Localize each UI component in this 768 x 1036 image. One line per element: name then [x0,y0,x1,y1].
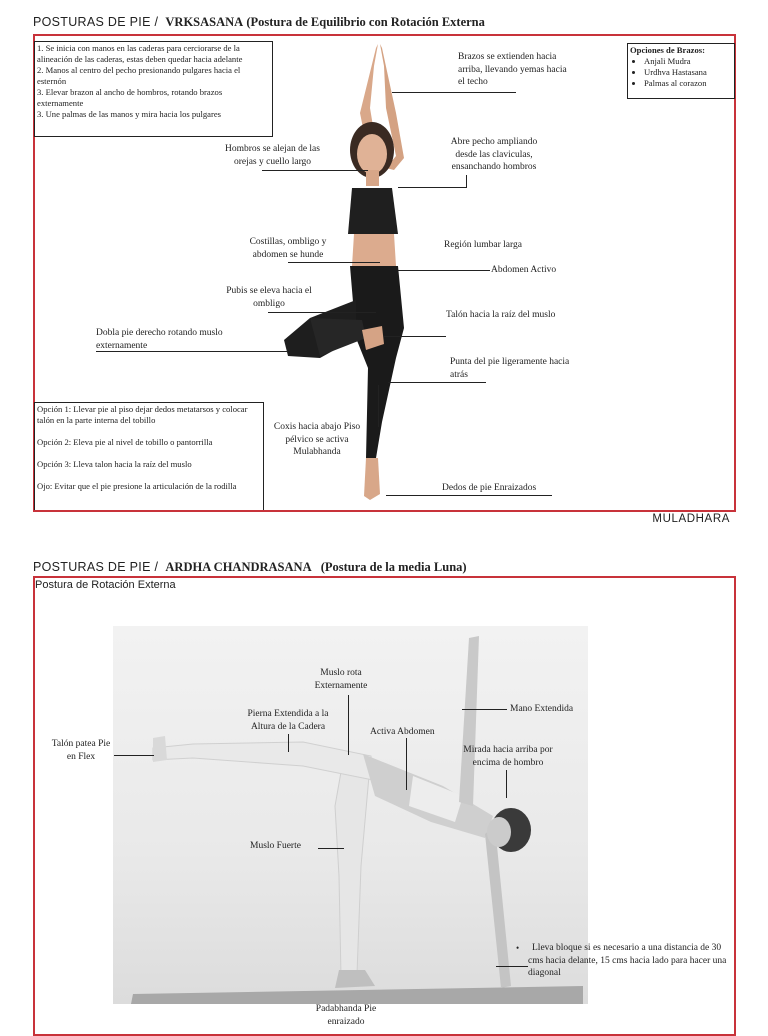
foot-option: Opción 3: Lleva talon hacia la raíz del muslo [37,459,192,469]
section2-category: POSTURAS DE PIE / [33,560,159,574]
pointer-line [348,695,349,755]
label-leg-extended: Pierna Extendida a la Altura de la Cadera [247,709,329,732]
pointer-line [114,755,154,756]
label-shoulders: Hombros se alejan de las orejas y cuello largo [225,144,320,167]
step-4: 3. Une palmas de las manos y mira hacia los pulgares [37,109,221,119]
label-heel-flex: Talón patea Pie en Flex [51,739,111,762]
label-toe-tip: Punta del pie ligeramente hacia atrás [450,357,570,380]
bullet-icon: • [516,943,520,953]
label-lumbar: Región lumbar larga [444,240,522,250]
pointer-line [462,709,507,710]
section2-pose-subtitle: (Postura de la media Luna) [320,560,467,574]
pointer-line [392,92,516,93]
pointer-line [384,336,446,337]
pointer-line [466,175,467,188]
pointer-line [506,770,507,798]
label-abdomen: Abdomen Activo [491,265,557,275]
pointer-line [288,262,380,263]
pointer-line [388,382,486,383]
pointer-line [318,848,344,849]
label-hand-extended: Mano Extendida [510,704,574,714]
pointer-line [378,385,379,427]
pointer-line [268,312,376,313]
section2-pose-name: ARDHA CHANDRASANA [165,560,312,574]
section1-pose-name: VRKSASANA [165,15,244,29]
arm-options-box [627,43,735,99]
pointer-line [262,170,368,171]
label-block-text: Lleva bloque si es necesario a una distancia de 30 cms hacia delante, 15 cms hacia lado para hacer una diagonal [528,943,727,978]
section1-category: POSTURAS DE PIE / [33,15,159,29]
step-3: 3. Elevar brazon al ancho de hombros, rotando brazos externamente [37,87,223,108]
arm-option: • Urdhva Hastasana [644,67,732,78]
foot-option: Opción 1: Llevar pie al piso dejar dedos metatarsos y colocar talón en la parte interna del tobillo [37,404,248,425]
label-ribs: Costillas, ombligo y abdomen se hunde [249,237,327,260]
section2-header [33,560,467,575]
steps-box [34,41,273,137]
label-arms-up: Brazos se extienden hacia arriba, llevando yemas hacia el techo [458,52,567,87]
step-2: 2. Manos al centro del pecho presionando pulgares hacia el esternón [37,65,241,86]
foot-options-box [34,402,264,510]
pointer-line [288,734,289,752]
chakra-label: MULADHARA [652,513,730,525]
label-heel: Talón hacia la raíz del muslo [446,310,556,320]
pointer-line [406,738,407,790]
pointer-line [386,495,552,496]
label-activate-abdomen: Activa Abdomen [370,727,435,737]
arm-options-title: Opciones de Brazos: [630,45,705,55]
label-strong-thigh: Muslo Fuerte [250,841,301,851]
label-block [516,942,734,980]
pointer-line [398,270,490,271]
label-bend-leg: Dobla pie derecho rotando muslo externamente [96,328,223,351]
pointer-line [96,351,288,352]
pointer-line [398,187,466,188]
section1-header [33,15,485,30]
foot-option: Ojo: Evitar que el pie presione la articulación de la rodilla [37,481,237,491]
label-pubis: Pubis se eleva hacia el ombligo [226,286,312,309]
arm-option: • Anjali Mudra [644,56,732,67]
label-gaze: Mirada hacia arriba por encima de hombro [463,745,553,768]
label-padabhanda: Padabhanda Pie enraizado [315,1004,377,1027]
label-thigh-rotation: Muslo rota Externamente [314,668,368,691]
label-chest: Abre pecho ampliando desde las claviculas, ensanchando hombros [450,137,538,172]
foot-option: Opción 2: Eleva pie al nivel de tobillo o pantorrilla [37,437,213,447]
arm-options-list [630,56,732,89]
step-1: 1. Se inicia con manos en las caderas para cerciorarse de la alineación de las caderas, estas deben quedar hacia adelante [37,43,243,64]
label-toes-rooted: Dedos de pie Enraizados [442,483,537,493]
section2-frame-title: Postura de Rotación Externa [35,579,176,591]
label-coccyx: Coxis hacia abajo Piso pélvico se activa Mulabhanda [273,422,361,457]
section1-pose-subtitle: (Postura de Equilibrio con Rotación Externa [246,15,485,29]
arm-option: • Palmas al corazon [644,78,732,89]
pointer-line [496,966,528,967]
